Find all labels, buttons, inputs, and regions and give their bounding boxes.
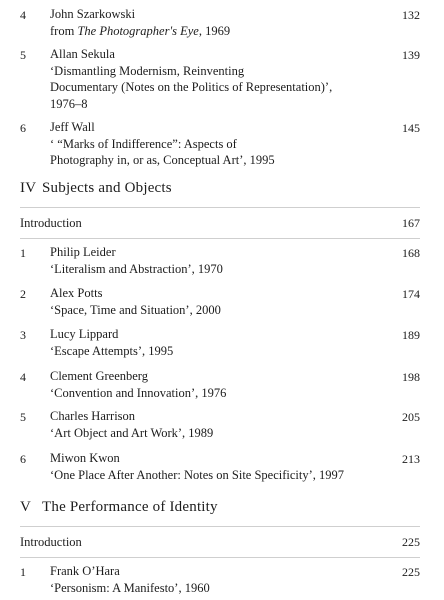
entry-title: ‘Escape Attempts’, 1995 bbox=[50, 343, 174, 358]
entry-author: Jeff Wall bbox=[50, 120, 95, 134]
entry-author: Miwon Kwon bbox=[50, 451, 120, 465]
section-rule bbox=[20, 557, 420, 558]
entry-number: 5 bbox=[20, 48, 26, 62]
entry-title: ‘Personism: A Manifesto’, 1960 bbox=[50, 580, 210, 595]
entry-number: 2 bbox=[20, 287, 26, 301]
intro-label: Introduction bbox=[20, 535, 82, 549]
section-title: Subjects and Objects bbox=[42, 180, 172, 196]
entry-page: 189 bbox=[402, 328, 420, 342]
entry-title: ‘Literalism and Abstraction’, 1970 bbox=[50, 261, 223, 276]
entry-page: 198 bbox=[402, 370, 420, 384]
entry-text bbox=[50, 563, 384, 596]
entry-title: Documentary (Notes on the Politics of Representation)’, bbox=[50, 80, 333, 94]
entry-page: 139 bbox=[402, 48, 420, 62]
entry-number: 4 bbox=[20, 370, 26, 384]
section-rule bbox=[20, 238, 420, 239]
section-title: The Performance of Identity bbox=[42, 499, 218, 515]
entry-author: Clement Greenberg bbox=[50, 369, 148, 383]
entry-page: 174 bbox=[402, 287, 420, 301]
intro-page: 167 bbox=[402, 216, 420, 230]
entry-text bbox=[50, 326, 384, 359]
entry-page: 225 bbox=[402, 565, 420, 579]
entry-number: 1 bbox=[20, 565, 26, 579]
entry-title: Photography in, or as, Conceptual Art’, 1995 bbox=[50, 153, 275, 167]
entry-author: Frank O’Hara bbox=[50, 564, 120, 578]
entry-page: 205 bbox=[402, 410, 420, 424]
entry-title: ‘Convention and Innovation’, 1976 bbox=[50, 385, 227, 400]
entry-page: 213 bbox=[402, 452, 420, 466]
entry-number: 4 bbox=[20, 8, 26, 22]
intro-label: Introduction bbox=[20, 216, 82, 230]
entry-author: John Szarkowski bbox=[50, 7, 136, 21]
entry-author: Charles Harrison bbox=[50, 409, 136, 423]
entry-title: ‘Art Object and Art Work’, 1989 bbox=[50, 425, 214, 440]
entry-author: Alex Potts bbox=[50, 286, 103, 300]
entry-text bbox=[50, 285, 384, 318]
entry-title-italic: The Photographer's Eye bbox=[77, 23, 199, 38]
entry-author: Lucy Lippard bbox=[50, 327, 119, 341]
section-rule bbox=[20, 526, 420, 527]
entry-title: 1976–8 bbox=[50, 96, 88, 111]
entry-text bbox=[50, 450, 384, 483]
entry-title: ‘One Place After Another: Notes on Site Specificity’, 1997 bbox=[50, 467, 345, 482]
entry-page: 132 bbox=[402, 8, 420, 22]
entry-number: 5 bbox=[20, 410, 26, 424]
entry-text bbox=[50, 46, 384, 112]
entry-title: ‘ “Marks of Indifference”: Aspects of bbox=[50, 136, 237, 151]
intro-page: 225 bbox=[402, 535, 420, 549]
entry-title: from The Photographer's Eye, 1969 bbox=[50, 23, 231, 38]
entry-title: ‘Space, Time and Situation’, 2000 bbox=[50, 302, 221, 317]
section-heading bbox=[20, 499, 218, 516]
entry-page: 168 bbox=[402, 246, 420, 260]
section-heading bbox=[20, 180, 172, 197]
entry-title: ‘Dismantling Modernism, Reinventing bbox=[50, 63, 245, 78]
entry-text bbox=[50, 244, 384, 277]
entry-number: 1 bbox=[20, 246, 26, 260]
entry-author: Allan Sekula bbox=[50, 47, 115, 61]
section-rule bbox=[20, 207, 420, 208]
entry-number: 6 bbox=[20, 121, 26, 135]
entry-number: 3 bbox=[20, 328, 26, 342]
entry-page: 145 bbox=[402, 121, 420, 135]
entry-text bbox=[50, 408, 384, 441]
entry-text bbox=[50, 119, 384, 169]
section-number: V bbox=[20, 499, 32, 515]
entry-text bbox=[50, 368, 384, 401]
entry-text bbox=[50, 6, 384, 39]
entry-author: Philip Leider bbox=[50, 245, 116, 259]
section-number: IV bbox=[20, 180, 37, 196]
entry-number: 6 bbox=[20, 452, 26, 466]
